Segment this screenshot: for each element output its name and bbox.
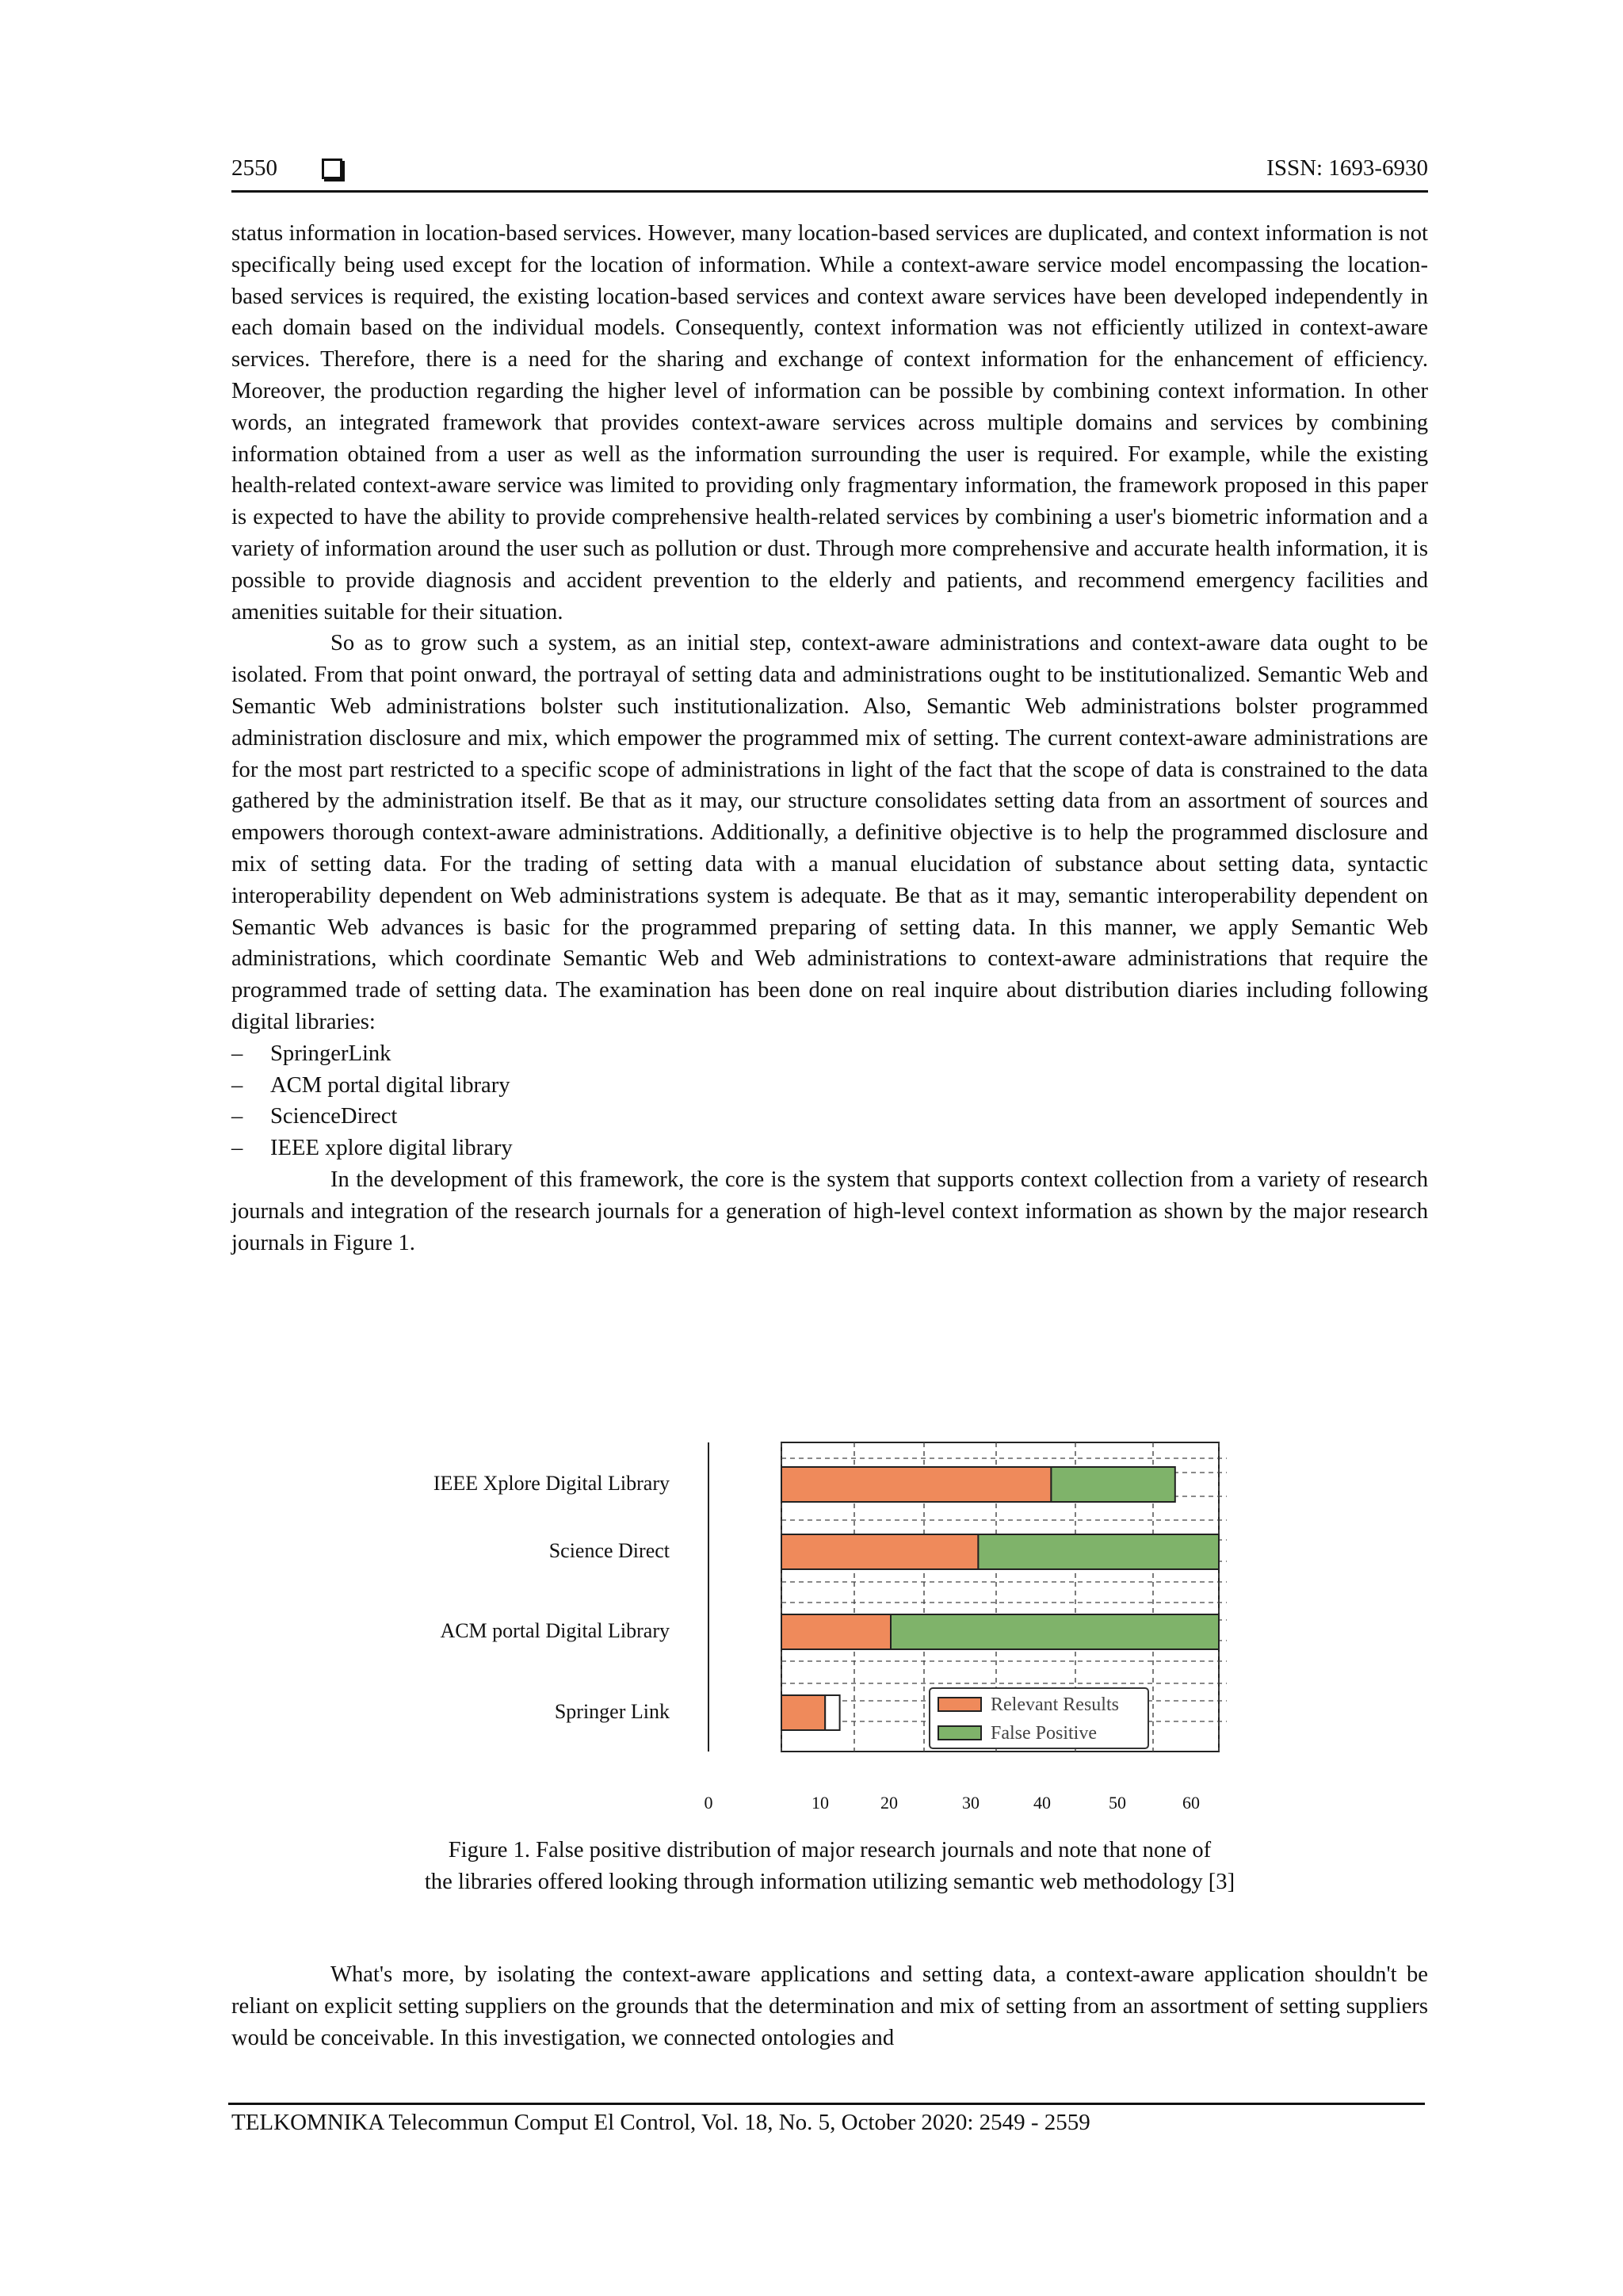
paragraph-2: So as to grow such a system, as an initial step, context-aware administrations and context-aware data ought to be isolated. From that point onward, the portrayal of setting data and administrations ought to be institutionalized. Semantic Web and Semantic Web administrations bolster such institutionalization. Also, Semantic Web administrations bolster programmed administration disclosure and mix, which empower the programmed mix of setting. The current context-aware administrations are for the most part restricted to a specific scope of administrations in light of the fact that the scope of data is constrained to the data gathered by the administration itself. Be that as it may, our structure consolidates setting data from an assortment of sources and empowers thorough context-aware administrations. Additionally, a definitive objective is to help the programmed disclosure and mix of setting data. For the trading of setting data with a manual elucidation of substance about setting data, syntactic interoperability dependent on Web administrations system is adequate. Be that as it may, semantic interoperability dependent on Semantic Web advances is basic for the programmed preparing of setting data. In this manner, we apply Semantic Web administrations, which coordinate Semantic Web and Web administrations to context-aware administrations that require the programmed trade of setting data. The examination has been done on real inquire about distribution diaries including following digital libraries: bbox=[231, 631, 1428, 1034]
paragraph-4: What's more, by isolating the context-aware applications and setting data, a context-aware application shouldn't be reliant on explicit setting suppliers on the grounds that the determination and mix of setting from an assortment of setting suppliers would be conceivable. In this investigation, we connected ontologies and bbox=[231, 1962, 1428, 2050]
dash-icon: – bbox=[231, 1104, 243, 1129]
legend-label: Relevant Results bbox=[991, 1694, 1119, 1715]
bar-false-positive bbox=[825, 1695, 839, 1730]
legend-swatch bbox=[938, 1698, 981, 1711]
footer-rule bbox=[228, 2103, 1425, 2105]
bar-false-positive bbox=[978, 1534, 1219, 1569]
page-header bbox=[231, 155, 1428, 190]
category-label: IEEE Xplore Digital Library bbox=[433, 1472, 670, 1495]
body-text bbox=[231, 218, 1428, 1259]
category-label: Springer Link bbox=[554, 1700, 670, 1723]
bar-relevant bbox=[781, 1534, 978, 1569]
page-number: 2550 bbox=[231, 155, 277, 181]
dash-icon: – bbox=[231, 1136, 243, 1161]
x-tick-label: 30 bbox=[962, 1793, 980, 1813]
body-text-continued bbox=[231, 1959, 1428, 2053]
figure-1 bbox=[396, 1427, 1284, 1823]
category-label: ACM portal Digital Library bbox=[440, 1619, 670, 1642]
x-tick-label: 60 bbox=[1182, 1793, 1200, 1813]
list-item: – ACM portal digital library bbox=[231, 1070, 1428, 1102]
figure-caption: Figure 1. False positive distribution of major research journals and note that none of the libraries offered looking through information utilizing semantic web methodology [3] bbox=[424, 1838, 1235, 1894]
bar-relevant bbox=[781, 1614, 891, 1649]
x-tick-label: 0 bbox=[704, 1793, 713, 1813]
header-rule bbox=[231, 190, 1428, 193]
x-tick-label: 50 bbox=[1109, 1793, 1126, 1813]
list-item: – SpringerLink bbox=[231, 1038, 1428, 1070]
paragraph-3: In the development of this framework, the core is the system that supports context collection from a variety of research journals and integration of the research journals for a generation of high-level context information as shown by the major research journals in Figure 1. bbox=[231, 1167, 1428, 1255]
bar-false-positive bbox=[891, 1614, 1219, 1649]
x-tick-label: 20 bbox=[880, 1793, 898, 1813]
legend-label: False Positive bbox=[991, 1723, 1098, 1744]
bar-relevant bbox=[781, 1467, 1051, 1502]
x-tick-label: 10 bbox=[812, 1793, 829, 1813]
bar-chart bbox=[396, 1427, 1284, 1823]
paragraph-1: status information in location-based services. However, many location-based services are duplicated, and context information is not specifically being used except for the location of information. While a context-aware service model encompassing the location-based services is required, the existing location-based services and context aware services have been developed independently in each domain based on the individual models. Consequently, context information was not efficiently utilized in context-aware services. Therefore, there is a need for the sharing and exchange of context information for the enhancement of efficiency. Moreover, the production regarding the higher level of information can be possible by combining context information. In other words, an integrated framework that provides context-aware services across multiple domains and services by combining information obtained from a user as well as the information surrounding the user is required. For example, while the existing health-related context-aware service was limited to providing only fragmentary information, the framework proposed in this paper is expected to have the ability to provide comprehensive health-related services by combining a user's biometric information and a variety of information around the user such as pollution or dust. Through more comprehensive and accurate health information, it is possible to provide diagnosis and accident prevention to the elderly and patients, and recommend emergency facilities and amenities suitable for their situation. bbox=[231, 221, 1428, 625]
square-bullet-icon bbox=[322, 159, 342, 179]
category-label: Science Direct bbox=[548, 1539, 670, 1562]
bar-false-positive bbox=[1051, 1467, 1174, 1502]
legend-swatch bbox=[938, 1726, 981, 1740]
library-list bbox=[231, 1038, 1428, 1164]
x-tick-label: 40 bbox=[1033, 1793, 1051, 1813]
issn: ISSN: 1693-6930 bbox=[1266, 155, 1428, 181]
bar-relevant bbox=[781, 1695, 825, 1730]
page-footer: TELKOMNIKA Telecommun Comput El Control, Vol. 18, No. 5, October 2020: 2549 - 2559 bbox=[231, 2110, 1090, 2135]
dash-icon: – bbox=[231, 1072, 243, 1098]
list-item: – ScienceDirect bbox=[231, 1101, 1428, 1133]
dash-icon: – bbox=[231, 1041, 243, 1066]
list-item: – IEEE xplore digital library bbox=[231, 1133, 1428, 1164]
